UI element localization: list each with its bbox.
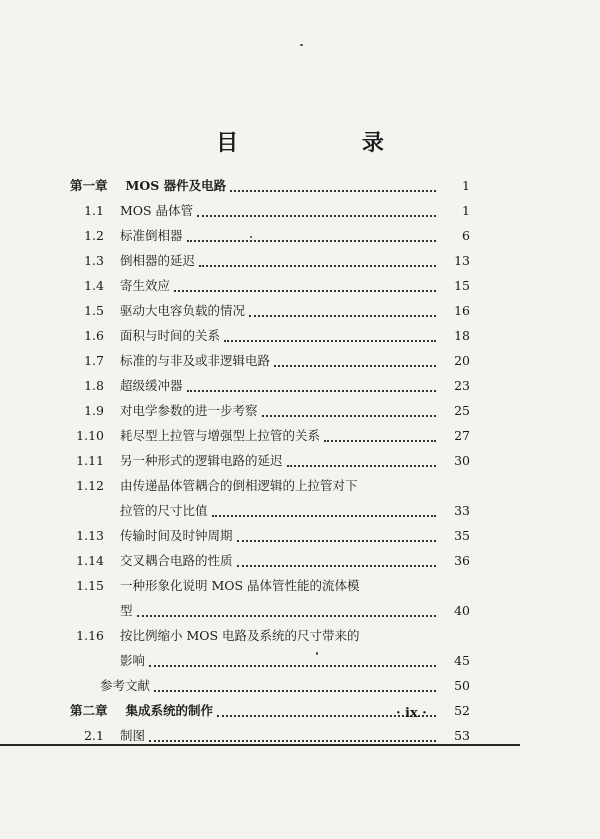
section-title: 对电学参数的进一步考察 — [120, 403, 258, 418]
leader-dots — [287, 465, 436, 467]
page-number: 18 — [454, 328, 470, 343]
leader-dots — [137, 615, 436, 617]
page-number: 35 — [454, 528, 470, 543]
toc-entry[interactable] — [70, 297, 470, 319]
leader-dots — [149, 665, 436, 667]
section-number: 1.6 — [84, 328, 104, 343]
section-title: MOS 晶体管 — [120, 203, 194, 218]
toc-entry[interactable] — [70, 397, 470, 419]
leader-dots — [187, 390, 436, 392]
toc-entry[interactable] — [70, 372, 470, 394]
section-number: 1.2 — [84, 228, 104, 243]
section-number: 1.4 — [84, 278, 104, 293]
section-number: 1.14 — [76, 553, 104, 568]
toc-entry[interactable] — [70, 322, 470, 344]
leader-dots — [237, 565, 436, 567]
section-number: 1.1 — [84, 203, 104, 218]
leader-dots — [249, 315, 436, 317]
section-title-continued: 拉管的尺寸比值 — [120, 503, 208, 518]
section-number: 1.3 — [84, 253, 104, 268]
section-title: 传输时间及时钟周期 — [120, 528, 233, 543]
leader-dots — [197, 215, 436, 217]
page-number: 45 — [454, 653, 470, 668]
section-title: 驱动大电容负载的情况 — [120, 303, 246, 318]
page-number: 20 — [454, 353, 470, 368]
toc-entry[interactable] — [70, 347, 470, 369]
section-number: 1.12 — [76, 478, 104, 493]
section-number: 1.13 — [76, 528, 104, 543]
page-number: 16 — [454, 303, 470, 318]
leader-dots — [174, 290, 436, 292]
leader-dots — [187, 240, 436, 242]
section-number: 1.10 — [76, 428, 104, 443]
page-title: 目 录 — [216, 130, 442, 156]
section-number: 1.11 — [76, 453, 104, 468]
page-number: 1 — [462, 203, 470, 218]
page-number: 6 — [462, 228, 470, 243]
toc-entry-continuation[interactable] — [70, 647, 470, 669]
section-number: 1.16 — [76, 628, 104, 643]
section-number: 1.7 — [84, 353, 104, 368]
page-footer-number: · ix · — [396, 706, 427, 721]
section-number: 1.8 — [84, 378, 104, 393]
section-title: 耗尽型上拉管与增强型上拉管的关系 — [120, 428, 321, 443]
toc-entry[interactable] — [70, 222, 470, 244]
section-number: 1.5 — [84, 303, 104, 318]
scan-speck — [316, 652, 318, 655]
section-number: 1.9 — [84, 403, 104, 418]
page-number: 36 — [454, 553, 470, 568]
chapter-title: MOS 器件及电路 — [125, 178, 227, 193]
chapter-title: 集成系统的制作 — [125, 703, 214, 718]
toc-entry-continuation[interactable] — [70, 497, 470, 519]
references-entry[interactable] — [70, 672, 470, 694]
page-number: 25 — [454, 403, 470, 418]
page-number: 15 — [454, 278, 470, 293]
page-number: 27 — [454, 428, 470, 443]
toc-entry[interactable] — [70, 197, 470, 219]
leader-dots — [212, 515, 436, 517]
section-title: 制图 — [120, 728, 146, 743]
toc-entry[interactable] — [70, 422, 470, 444]
leader-dots — [149, 740, 436, 742]
toc-entry[interactable] — [70, 622, 470, 644]
page-number: 1 — [462, 178, 470, 193]
section-title: 寄生效应 — [120, 278, 171, 293]
page-number: 40 — [454, 603, 470, 618]
section-title-continued: 影响 — [120, 653, 146, 668]
section-title: 一种形象化说明 MOS 晶体管性能的流体模 — [120, 578, 360, 593]
scan-edge-line — [0, 744, 520, 746]
scan-speck — [300, 44, 303, 46]
leader-dots — [154, 690, 436, 692]
page-number: 23 — [454, 378, 470, 393]
toc-entry[interactable] — [70, 722, 470, 744]
toc-entry[interactable] — [70, 247, 470, 269]
section-title: 倒相器的延迟 — [120, 253, 196, 268]
leader-dots — [274, 365, 436, 367]
section-number: 2.1 — [84, 728, 104, 743]
page-number: 52 — [454, 703, 470, 718]
section-title: 面积与时间的关系 — [120, 328, 221, 343]
toc-entry-continuation[interactable] — [70, 597, 470, 619]
leader-dots — [237, 540, 436, 542]
toc-entry[interactable] — [70, 547, 470, 569]
leader-dots — [224, 340, 436, 342]
section-title: 标准的与非及或非逻辑电路 — [120, 353, 271, 368]
references-title: 参考文献 — [100, 678, 151, 693]
section-title: 标准倒相器 — [120, 228, 183, 243]
leader-dots — [230, 190, 436, 192]
leader-dots — [199, 265, 436, 267]
page-number: 33 — [454, 503, 470, 518]
toc-entry[interactable] — [70, 272, 470, 294]
page-number: 53 — [454, 728, 470, 743]
section-title: 超级缓冲器 — [120, 378, 183, 393]
chapter-1-entry[interactable] — [70, 172, 470, 194]
leader-dots — [262, 415, 436, 417]
section-title: 另一种形式的逻辑电路的延迟 — [120, 453, 283, 468]
toc-entry[interactable] — [70, 522, 470, 544]
leader-dots — [324, 440, 436, 442]
page-number: 50 — [454, 678, 470, 693]
scan-speck — [250, 236, 252, 238]
chapter-label: 第二章 — [70, 703, 108, 718]
page-number: 30 — [454, 453, 470, 468]
section-title: 由传递晶体管耦合的倒相逻辑的上拉管对下 — [120, 478, 358, 493]
toc-entry[interactable] — [70, 447, 470, 469]
section-title-continued: 型 — [120, 603, 133, 618]
section-title: 按比例缩小 MOS 电路及系统的尺寸带来的 — [120, 628, 360, 643]
section-title: 交叉耦合电路的性质 — [120, 553, 233, 568]
section-number: 1.15 — [76, 578, 104, 593]
page-number: 13 — [454, 253, 470, 268]
chapter-label: 第一章 — [70, 178, 108, 193]
toc-entry[interactable] — [70, 572, 470, 594]
toc-entry[interactable] — [70, 472, 470, 494]
